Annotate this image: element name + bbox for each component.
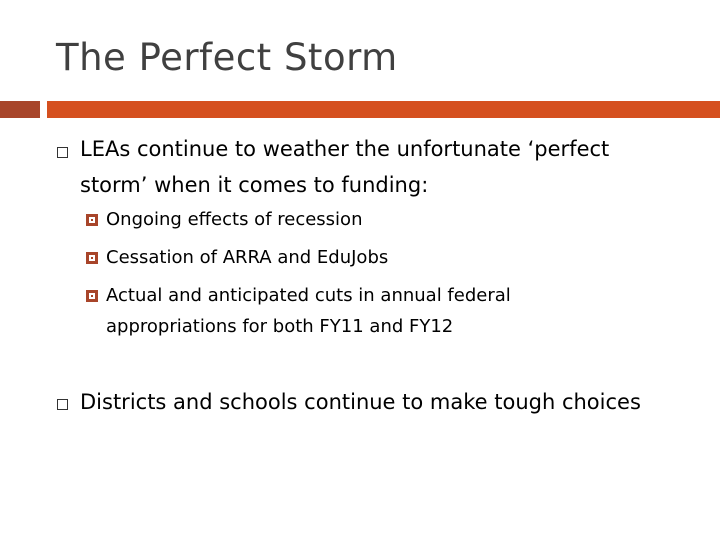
sub-bullet-3-line-2: appropriations for both FY11 and FY12 [106, 316, 454, 337]
bullet-box-icon [57, 399, 68, 410]
title-accent-bar-left [0, 101, 40, 118]
sub-bullet-2: Cessation of ARRA and EduJobs [106, 247, 389, 268]
sub-bullet-1: Ongoing effects of recession [106, 209, 363, 230]
slide-title: The Perfect Storm [56, 36, 398, 79]
sub-bullet-3-line-1: Actual and anticipated cuts in annual federal [106, 285, 511, 306]
sub-bullet-icon [86, 214, 98, 226]
sub-bullet-icon [86, 290, 98, 302]
bullet-1-line-2: storm’ when it comes to funding: [80, 173, 429, 197]
bullet-2-line-1: Districts and schools continue to make tough choices [80, 390, 641, 414]
bullet-1-line-1: LEAs continue to weather the unfortunate ‘perfect [80, 137, 610, 161]
accent-bar-gap [40, 101, 47, 118]
bullet-box-icon [57, 147, 68, 158]
title-accent-bar-right [47, 101, 720, 118]
sub-bullet-icon [86, 252, 98, 264]
